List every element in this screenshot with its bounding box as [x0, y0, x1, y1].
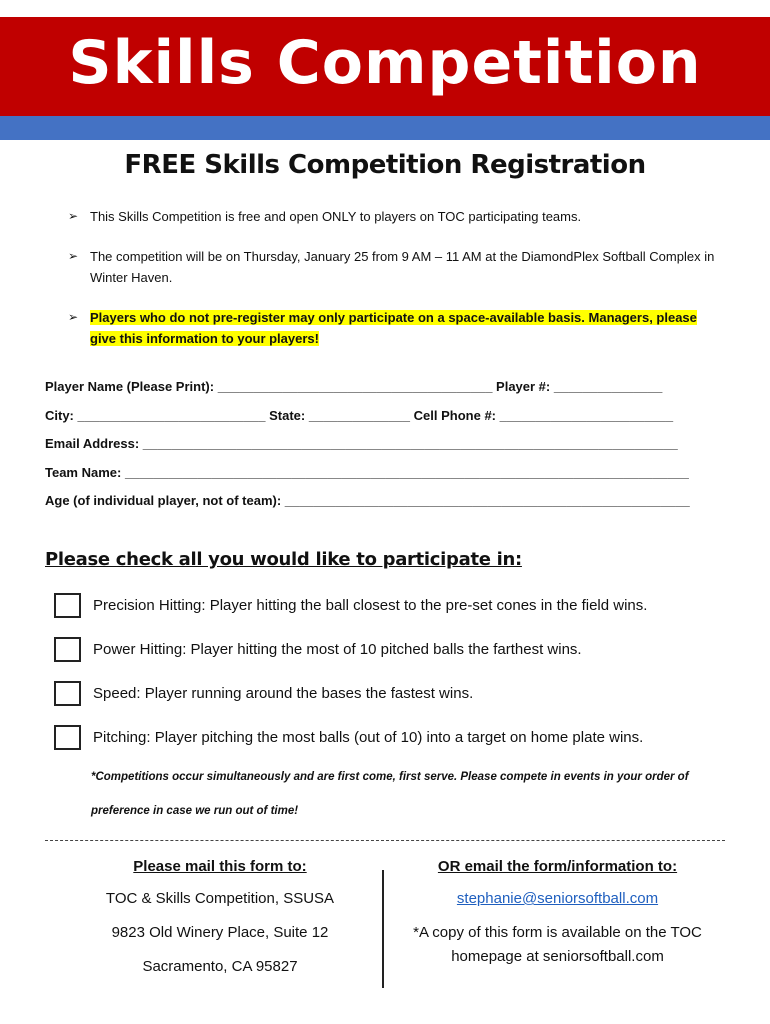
- event-checklist: [54, 583, 744, 759]
- page-subtitle: FREE Skills Competition Registration: [124, 150, 646, 180]
- event-option: [54, 715, 744, 759]
- participate-heading: Please check all you would like to participate in:: [45, 549, 522, 570]
- mail-section: [70, 858, 370, 991]
- team-name-field[interactable]: Team Name: ______________________________________________________________________________: [45, 464, 689, 480]
- bullet-text: The competition will be on Thursday, January 25 from 9 AM – 11 AM at the DiamondPlex Softball Complex in Winter Haven.: [90, 249, 715, 285]
- event-label: Power Hitting: Player hitting the most of 10 pitched balls the farthest wins.: [93, 640, 582, 658]
- event-option: [54, 671, 744, 715]
- info-bullets: [68, 206, 718, 368]
- age-field[interactable]: Age (of individual player, not of team): ________________________________________________________: [45, 493, 690, 508]
- page-title: Skills Competition: [68, 27, 702, 98]
- bullet-text: This Skills Competition is free and open ONLY to players on TOC participating teams.: [90, 209, 582, 224]
- checkbox-speed[interactable]: [54, 681, 81, 706]
- mail-address-line: Sacramento, CA 95827: [142, 958, 298, 975]
- competition-note: *Competitions occur simultaneously and are first come, first serve. Please compete in events in your order of preference in case we run out of time!: [91, 771, 689, 817]
- email-link[interactable]: stephanie@seniorsoftball.com: [456, 890, 659, 907]
- form-availability-note: *A copy of this form is available on the TOC homepage at seniorsoftball.com: [413, 924, 702, 965]
- event-label: Precision Hitting: Player hitting the ball closest to the pre-set cones in the field wins.: [93, 596, 648, 614]
- bullet-text: Players who do not pre-register may only participate on a space-available basis. Managers, please give this information to your players!: [90, 310, 697, 346]
- arrow-bullet-icon: ➢: [68, 310, 79, 324]
- accent-bar: [0, 116, 770, 140]
- cut-line-divider: [45, 840, 725, 841]
- bullet-item: [68, 206, 718, 227]
- player-name-field[interactable]: Player Name (Please Print): ______________________________________ Player #: _______________: [45, 379, 663, 394]
- event-option: [54, 627, 744, 671]
- city-state-phone-field[interactable]: City: __________________________ State: ______________ Cell Phone #: ________________________: [45, 407, 674, 423]
- event-label: Pitching: Player pitching the most balls (out of 10) into a target on home plate wins.: [93, 728, 644, 746]
- bullet-item: [68, 246, 718, 288]
- email-section: [395, 858, 720, 969]
- registration-form: [45, 376, 725, 519]
- mail-heading: Please mail this form to:: [133, 858, 307, 875]
- arrow-bullet-icon: ➢: [68, 209, 79, 223]
- event-label: Speed: Player running around the bases the fastest wins.: [93, 684, 474, 702]
- mail-address-line: TOC & Skills Competition, SSUSA: [105, 890, 335, 907]
- title-banner: [0, 17, 770, 116]
- email-address-field[interactable]: Email Address: __________________________________________________________________________: [45, 436, 678, 451]
- bullet-item-highlighted: [68, 307, 718, 349]
- checkbox-pitching[interactable]: [54, 725, 81, 750]
- checkbox-precision-hitting[interactable]: [54, 593, 81, 618]
- checkbox-power-hitting[interactable]: [54, 637, 81, 662]
- column-divider: [382, 870, 384, 988]
- event-option: [54, 583, 744, 627]
- mail-address-line: 9823 Old Winery Place, Suite 12: [111, 924, 329, 941]
- email-heading: OR email the form/information to:: [437, 858, 678, 875]
- arrow-bullet-icon: ➢: [68, 249, 79, 263]
